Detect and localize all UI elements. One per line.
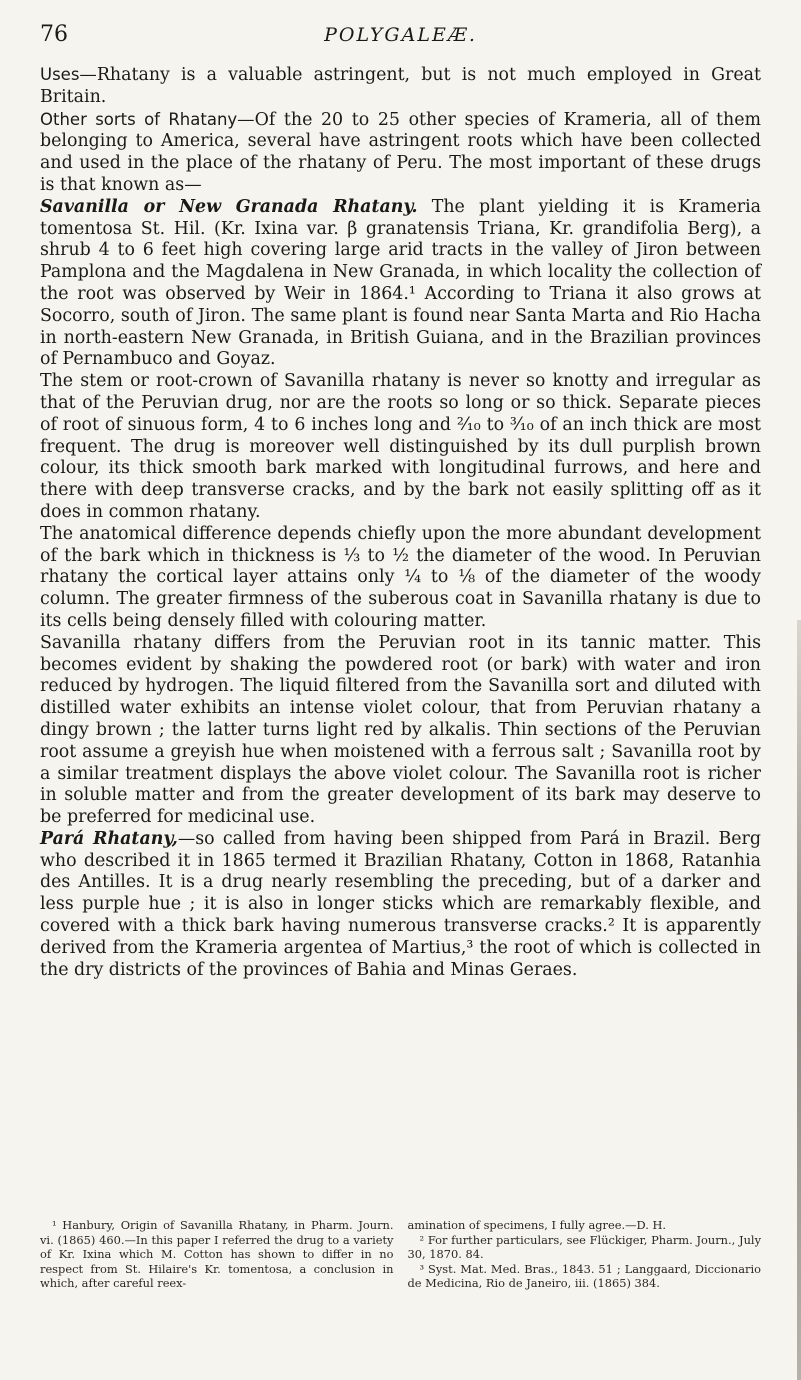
page-edge-shadow bbox=[797, 620, 801, 1380]
paragraph-text: The stem or root-crown of Savanilla rhatany is never so knotty and irregular as that of the Peruvian drug, nor are the roots so long or so thick. Separate pieces of root of sinuous form, 4 to 6 inches long and ²⁄₁₀ to ³⁄₁₀ of an inch thick are most frequent. The drug is moreover well distinguished by its dull purplish brown colour, its thick smooth bark marked with longitudinal furrows, and here and there with deep transverse cracks, and by the bark not easily splitting off as it does in common rhatany. bbox=[40, 371, 761, 522]
paragraph-text: —Of the 20 to 25 other species of Krameria, all of them belonging to America, several have astringent roots which have been collected and used in the place of the rhatany of Peru. The most important of these drugs is that known as— bbox=[40, 109, 761, 195]
lead-uses: Uses bbox=[40, 65, 80, 84]
paragraph-tannic bbox=[40, 633, 761, 829]
paragraph-para bbox=[40, 829, 761, 982]
footnote-2: ² For further particulars, see Flückiger, Pharm. Journ., July 30, 1870. 84. bbox=[407, 1232, 761, 1262]
paragraph-anatomical bbox=[40, 524, 761, 633]
footnote-1: ¹ Hanbury, Origin of Savanilla Rhatany, in Pharm. Journ. vi. (1865) 460.—In this paper I referred the drug to a variety of Kr. Ixina which M. Cotton has shown to differ in no respect from St. Hilaire's Kr. tomentosa, a conclusion in which, after careful reex- bbox=[40, 1218, 394, 1291]
footnote-3: ³ Syst. Mat. Med. Bras., 1843. 51 ; Langgaard, Diccionario de Medicina, Rio de Janeiro, iii. (1865) 384. bbox=[407, 1261, 761, 1291]
paragraph-savanilla bbox=[40, 197, 761, 371]
paragraph-stem bbox=[40, 371, 761, 524]
running-title: POLYGALEÆ. bbox=[324, 24, 477, 46]
lead-other-sorts: Other sorts of Rhatany bbox=[40, 109, 238, 129]
paragraph-text: The plant yielding it is Krameria tomentosa St. Hil. (Kr. Ixina var. β granatensis Triana, Kr. grandifolia Berg), a shrub 4 to 6 feet high covering large arid tracts in the valley of Jiron between Pamplona and the Magdalena in New Granada, in which locality the collection of the root was observed by Weir in 1864.¹ According to Triana it also grows at Socorro, south of Jiron. The same plant is found near Santa Marta and Rio Hacha in north-eastern New Granada, in British Guiana, and in the Brazilian provinces of Pernambuco and Goyaz. bbox=[40, 196, 762, 370]
paragraph-text: —Rhatany is a valuable astringent, but is not much employed in Great Britain. bbox=[40, 65, 761, 107]
paragraph-text: The anatomical difference depends chiefly upon the more abundant development of the bark which in thickness is ⅓ to ½ the diameter of the wood. In Peruvian rhatany the cortical layer attains only ¼ to ⅛ of the diameter of the woody column. The greater firmness of the suberous coat in Savanilla rhatany is due to its cells being densely filled with colouring matter. bbox=[40, 523, 761, 631]
body-text bbox=[40, 64, 761, 981]
page-header bbox=[40, 22, 761, 50]
footnotes-right-column bbox=[408, 1218, 762, 1291]
heading-para: Pará Rhatany, bbox=[40, 828, 178, 849]
paragraph-uses bbox=[40, 64, 761, 109]
paragraph-text: —so called from having been shipped from Pará in Brazil. Berg who described it in 1865 termed it Brazilian Rhatany, Cotton in 1868, Ratanhia des Antilles. It is a drug nearly resembling the preceding, but of a darker and less purple hue ; it is also in longer sticks which are remarkably flexible, and covered with a thick bark having numerous transverse cracks.² It is apparently derived from the Krameria argentea of Martius,³ the root of which is collected in the dry districts of the provinces of Bahia and Minas Geraes. bbox=[40, 828, 761, 980]
footnotes-left-column bbox=[40, 1218, 394, 1291]
paragraph-text: Savanilla rhatany differs from the Peruvian root in its tannic matter. This becomes evident by shaking the powdered root (or bark) with water and iron reduced by hydrogen. The liquid filtered from the Savanilla sort and diluted with distilled water exhibits an intense violet colour, that from Peruvian rhatany a dingy brown ; the latter turns light red by alkalis. Thin sections of the Peruvian root assume a greyish hue when moistened with a ferrous salt ; Savanilla root by a similar treatment displays the above violet colour. The Savanilla root is richer in soluble matter and from the greater development of its bark may deserve to be preferred for medicinal use. bbox=[40, 632, 761, 828]
heading-savanilla: Savanilla or New Granada Rhatany. bbox=[40, 196, 418, 217]
footnote-1-continued: amination of specimens, I fully agree.—D. H. bbox=[407, 1218, 667, 1232]
page-number: 76 bbox=[40, 22, 68, 47]
footnotes bbox=[40, 1218, 761, 1291]
paragraph-other-sorts bbox=[40, 109, 761, 197]
